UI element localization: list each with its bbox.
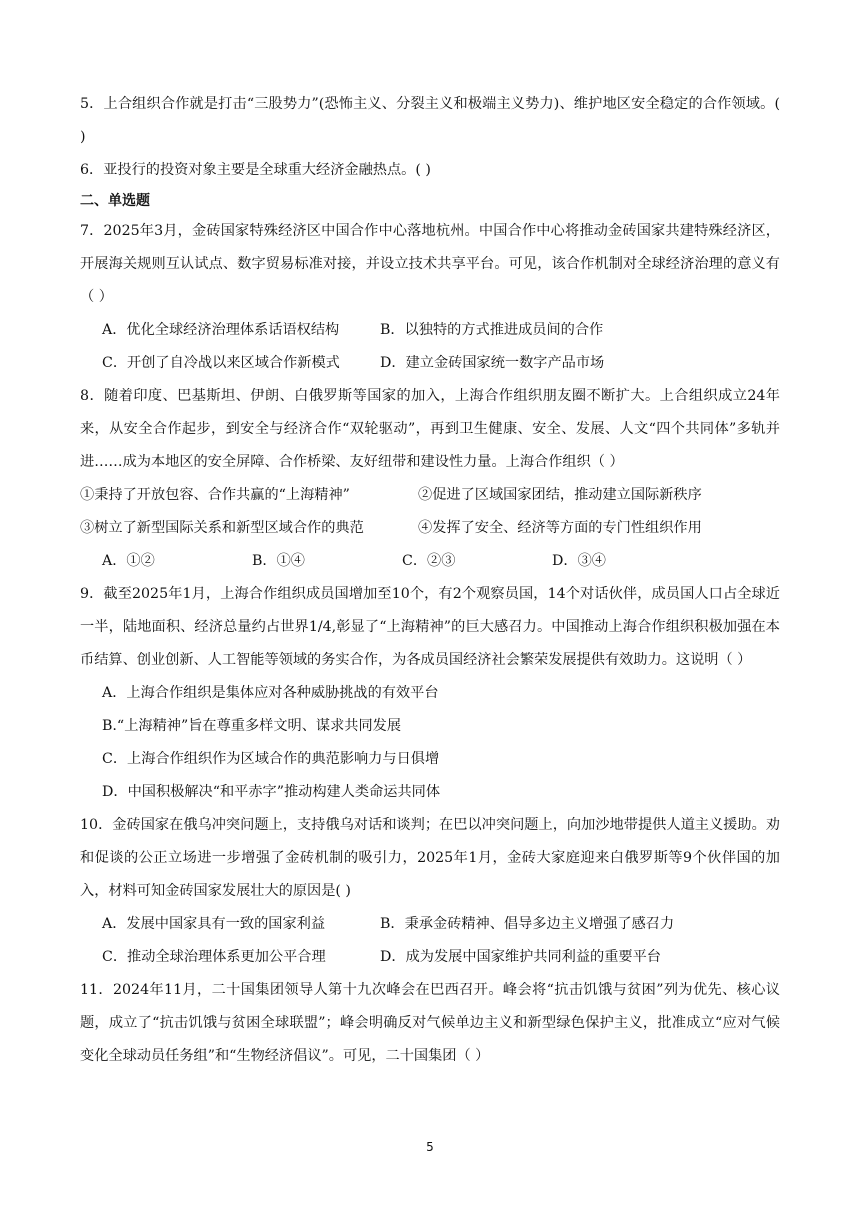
question-7-options-row2 (80, 347, 780, 380)
option-d[interactable]: D．成为发展中国家维护共同利益的重要平台 (380, 949, 661, 965)
question-7-stem: 7．2025年3月，金砖国家特殊经济区中国合作中心落地杭州。中国合作中心将推动金砖国家共建特殊经济区，开展海关规则互认试点、数字贸易标准对接，并设立技术共享平台。可见，该合作机制对全球经济治理的意义有（ ） (80, 223, 780, 305)
option-a[interactable]: A．①② (102, 553, 155, 569)
question-5: 5．上合组织合作就是打击“三股势力”(恐怖主义、分裂主义和极端主义势力)、维护地区安全稳定的合作领域。( ) (80, 96, 780, 145)
question-6: 6．亚投行的投资对象主要是全球重大经济金融热点。( ) (80, 162, 431, 178)
option-a[interactable]: A．上海合作组织是集体应对各种威胁挑战的有效平台 (102, 685, 439, 701)
option-d[interactable]: D．建立金砖国家统一数字产品市场 (380, 355, 605, 371)
option-c[interactable]: C．开创了自冷战以来区域合作新模式 (102, 355, 340, 371)
question-8-statements-row2 (80, 512, 780, 545)
option-d[interactable]: D．中国积极解决“和平赤字”推动构建人类命运共同体 (102, 784, 441, 800)
option-c[interactable]: C．上海合作组织作为区域合作的典范影响力与日俱增 (102, 751, 440, 767)
question-10-stem: 10．金砖国家在俄乌冲突问题上，支持俄乌对话和谈判；在巴以冲突问题上，向加沙地带提供人道主义援助。劝和促谈的公正立场进一步增强了金砖机制的吸引力，2025年1月，金砖大家庭迎来白俄罗斯等9个伙伴国的加入，材料可知金砖国家发展壮大的原因是( ) (80, 817, 780, 899)
question-9-stem: 9．截至2025年1月，上海合作组织成员国增加至10个，有2个观察员国，14个对话伙伴，成员国人口占全球近一半，陆地面积、经济总量约占世界1/4,彰显了“上海精神”的巨大感召力。中国推动上海合作组织积极加强在本币结算、创业创新、人工智能等领域的务实合作，为各成员国经济社会繁荣发展提供有效助力。这说明（ ） (80, 586, 780, 668)
question-8-stem: 8．随着印度、巴基斯坦、伊朗、白俄罗斯等国家的加入，上海合作组织朋友圈不断扩大。上合组织成立24年来，从安全合作起步，到安全与经济合作“双轮驱动”，再到卫生健康、安全、发展、人文“四个共同体”多轨并进……成为本地区的安全屏障、合作桥梁、友好纽带和建设性力量。上海合作组织（ ） (80, 388, 780, 470)
question-8-statements-row1 (80, 479, 780, 512)
option-c[interactable]: C．推动全球治理体系更加公平合理 (102, 949, 326, 965)
statement-1: ①秉持了开放包容、合作共赢的“上海精神” (80, 487, 350, 503)
statement-2: ②促进了区域国家团结，推动建立国际新秩序 (418, 487, 702, 503)
option-a[interactable]: A．发展中国家具有一致的国家利益 (102, 916, 326, 932)
statement-3: ③树立了新型国际关系和新型区域合作的典范 (80, 520, 364, 536)
page-content (80, 88, 780, 1073)
section-title: 二、单选题 (80, 193, 150, 209)
statement-4: ④发挥了安全、经济等方面的专门性组织作用 (418, 520, 702, 536)
question-8-options (80, 545, 780, 578)
option-c[interactable]: C．②③ (402, 553, 456, 569)
question-10-options-row1 (80, 908, 780, 941)
page-number: 5 (426, 1140, 434, 1154)
option-d[interactable]: D．③④ (552, 553, 606, 569)
option-b[interactable]: B.“上海精神”旨在尊重多样文明、谋求共同发展 (102, 718, 402, 734)
option-b[interactable]: B．①④ (252, 553, 305, 569)
question-10-options-row2 (80, 941, 780, 974)
option-b[interactable]: B．秉承金砖精神、倡导多边主义增强了感召力 (380, 916, 675, 932)
question-11-stem: 11．2024年11月，二十国集团领导人第十九次峰会在巴西召开。峰会将“抗击饥饿与贫困”列为优先、核心议题，成立了“抗击饥饿与贫困全球联盟”；峰会明确反对气候单边主义和新型绿色保护主义，批准成立“应对气候变化全球动员任务组”和“生物经济倡议”。可见，二十国集团（ ） (80, 982, 780, 1064)
option-a[interactable]: A．优化全球经济治理体系话语权结构 (102, 322, 340, 338)
option-b[interactable]: B．以独特的方式推进成员间的合作 (380, 322, 604, 338)
question-7-options-row1 (80, 314, 780, 347)
